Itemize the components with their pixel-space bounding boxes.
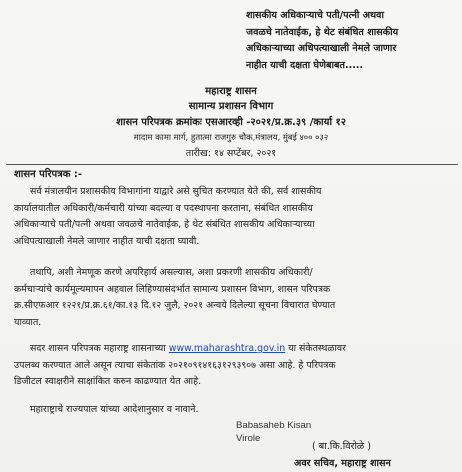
paragraph-text: या संकेतस्थळावर — [285, 343, 346, 354]
department-name: सामान्य प्रशासन विभाग — [188, 101, 274, 113]
website-link[interactable]: www.maharashtra.gov.in — [168, 343, 286, 354]
paragraph-line: तथापि, अशी नेमणूक करणे अपरिहार्य असल्यास, अशा प्रकरणी शासकीय अधिकारी/ — [30, 267, 313, 278]
signature-name-line: Babasaheb Kisan — [236, 420, 312, 431]
closing-line: महाराष्ट्राचे राज्यपाल यांच्या आदेशानुसार व नावाने. — [30, 404, 199, 415]
office-address: मादाम कामा मार्ग, हुतात्मा राजगुरु चौक,मंत्रालय, मुंबई ४०० ०३२ — [133, 132, 329, 143]
section-title: शासन परिपत्रक :- — [14, 169, 83, 180]
paragraph-line: याव्यात. — [14, 316, 42, 328]
subject-line: जवळचे नातेवाईक, हे थेट संबंधित शासकीय — [246, 26, 399, 38]
paragraph-exception — [14, 265, 458, 331]
digital-signature-name — [236, 419, 311, 445]
signatory-initials: ( बा.कि.विरोळे ) — [312, 441, 372, 452]
paragraph-line: कर्मचाऱ्यांचे कार्यमूल्यमापन अहवाल लिहिण्यासंदर्भात सामान्य प्रशासन विभाग, शासन परिपत्रक — [14, 283, 331, 295]
paragraph-line: डिजीटल स्वाक्षरीने साक्षांकित करुन काढण्यात येत आहे. — [14, 376, 202, 388]
subject-block — [246, 8, 456, 74]
subject-line: अधिकाऱ्याच्या अधिपत्याखाली नेमले जाणार — [246, 43, 397, 54]
government-name: महाराष्ट्र शासन — [205, 86, 257, 97]
signature-name-line: Virole — [236, 433, 261, 444]
header-divider — [6, 164, 458, 165]
paragraph-directive — [14, 184, 458, 250]
circular-date: तारीख: १४ सप्टेंबर, २०२१ — [185, 147, 277, 159]
paragraph-line: क्र.सीएफआर १२२१/प्र.क्र.६१/का.१३ दि.१२ जुलै, २०२१ अन्वये दिलेल्या सूचना विचारात घेण्यात — [14, 300, 336, 312]
signatory-designation: अवर सचिव, महाराष्ट्र शासन — [294, 458, 391, 469]
paragraph-line: अधिकाऱ्याचे पती/पत्नी अथवा जवळचे नातेवाईक, हे थेट संबंधित शासकीय अधिकाऱ्याच्या — [14, 219, 315, 231]
subject-line: नाहीत याची दक्षता घेणेबाबत..... — [246, 59, 364, 71]
letterhead — [0, 84, 462, 161]
paragraph-publication — [14, 341, 458, 391]
circular-reference: शासन परिपत्रक क्रमांकः एसआरव्ही -२०२१/प्र.क्र.३९ /कार्या १२ — [116, 116, 346, 128]
subject-line: शासकीय अधिकाऱ्याचे पती/पत्नी अथवा — [246, 10, 384, 21]
paragraph-line: सर्व मंत्रालयीन प्रशासकीय विभागांना याद्वारे असे सुचित करण्यात येते की, सर्व शासकीय — [30, 186, 322, 197]
paragraph-line — [14, 341, 458, 358]
paragraph-line: उपलब्ध करण्यात आले असून त्याचा संकेतांक २०२१०९१४१६३१२९३९०७ असा आहे. हे परिपत्रक — [14, 359, 336, 371]
paragraph-text: सदर शासन परिपत्रक महाराष्ट्र शासनाच्या — [30, 343, 169, 354]
paragraph-line: कार्यालयातील अधिकारी/कर्मचारी यांच्या बदल्या व पदस्थापना करताना, संबंधित शासकीय — [14, 202, 313, 214]
paragraph-line: अधिपत्याखाली नेमले जाणार नाहीत याची दक्षता घ्यावी. — [14, 235, 200, 247]
